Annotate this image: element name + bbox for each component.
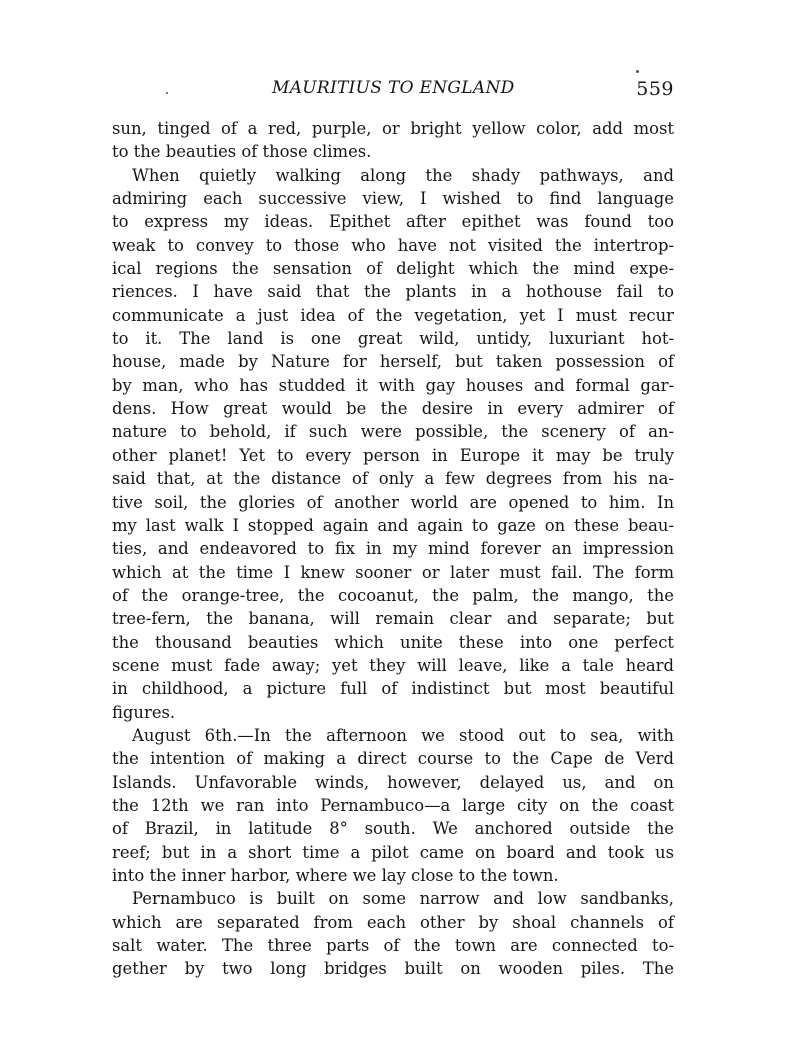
text-line: reef; but in a short time a pilot came on board and took us — [112, 842, 674, 862]
text-line: house, made by Nature for herself, but taken possession of — [112, 352, 674, 372]
body-text — [112, 117, 674, 981]
text-line: the 12th we ran into Pernambuco—a large city on the coast — [112, 795, 674, 815]
text-line: of Brazil, in latitude 8° south. We anchored outside the — [112, 819, 674, 839]
text-line: the intention of making a direct course to the Cape de Verd — [112, 749, 674, 769]
text-line: nature to behold, if such were possible, the scenery of an- — [112, 422, 674, 442]
text-line: other planet! Yet to every person in Europe it may be truly — [112, 445, 674, 465]
text-line: to the beauties of those climes. — [112, 142, 372, 162]
text-line: which at the time I knew sooner or later must fail. The form — [112, 562, 674, 582]
text-line: my last walk I stopped again and again to gaze on these beau- — [112, 515, 674, 535]
text-line: admiring each successive view, I wished to find language — [112, 189, 674, 209]
text-line: dens. How great would be the desire in every admirer of — [112, 399, 674, 419]
text-line: by man, who has studded it with gay houses and formal gar- — [112, 375, 674, 395]
text-line: tree-fern, the banana, will remain clear and separate; but — [112, 609, 674, 629]
text-line: figures. — [112, 702, 176, 722]
text-line: said that, at the distance of only a few degrees from his na- — [112, 469, 674, 489]
text-line: salt water. The three parts of the town are connected to- — [112, 936, 674, 956]
running-head — [112, 78, 674, 104]
text-line: ties, and endeavored to fix in my mind forever an impression — [112, 539, 674, 559]
text-line: Pernambuco is built on some narrow and low sandbanks, — [132, 889, 674, 909]
text-line: gether by two long bridges built on wooden piles. The — [112, 959, 674, 979]
print-speck — [166, 92, 168, 94]
page-number: 559 — [636, 78, 674, 100]
text-line: When quietly walking along the shady pathways, and — [132, 165, 674, 185]
text-line: to it. The land is one great wild, untidy, luxuriant hot- — [112, 329, 674, 349]
text-line: scene must fade away; yet they will leave, like a tale heard — [112, 655, 674, 675]
text-line: August 6th.—In the afternoon we stood out to sea, with — [132, 725, 674, 745]
text-line: of the orange-tree, the cocoanut, the palm, the mango, the — [112, 585, 674, 605]
text-line: in childhood, a picture full of indistinct but most beautiful — [112, 679, 674, 699]
text-line: communicate a just idea of the vegetation, yet I must recur — [112, 305, 674, 325]
text-line: tive soil, the glories of another world are opened to him. In — [112, 492, 674, 512]
running-title: MAURITIUS TO ENGLAND — [272, 78, 515, 98]
text-line: weak to convey to those who have not visited the intertrop- — [112, 235, 674, 255]
text-line: ical regions the sensation of delight which the mind expe- — [112, 259, 674, 279]
text-line: riences. I have said that the plants in a hothouse fail to — [112, 282, 674, 302]
text-line: to express my ideas. Epithet after epithet was found too — [112, 212, 674, 232]
text-line: into the inner harbor, where we lay close to the town. — [112, 866, 559, 885]
print-speck — [636, 70, 639, 73]
text-line: sun, tinged of a red, purple, or bright yellow color, add most — [112, 119, 674, 138]
text-line: the thousand beauties which unite these into one perfect — [112, 632, 674, 652]
text-line: which are separated from each other by shoal channels of — [112, 912, 674, 932]
text-line: Islands. Unfavorable winds, however, delayed us, and on — [112, 772, 674, 792]
